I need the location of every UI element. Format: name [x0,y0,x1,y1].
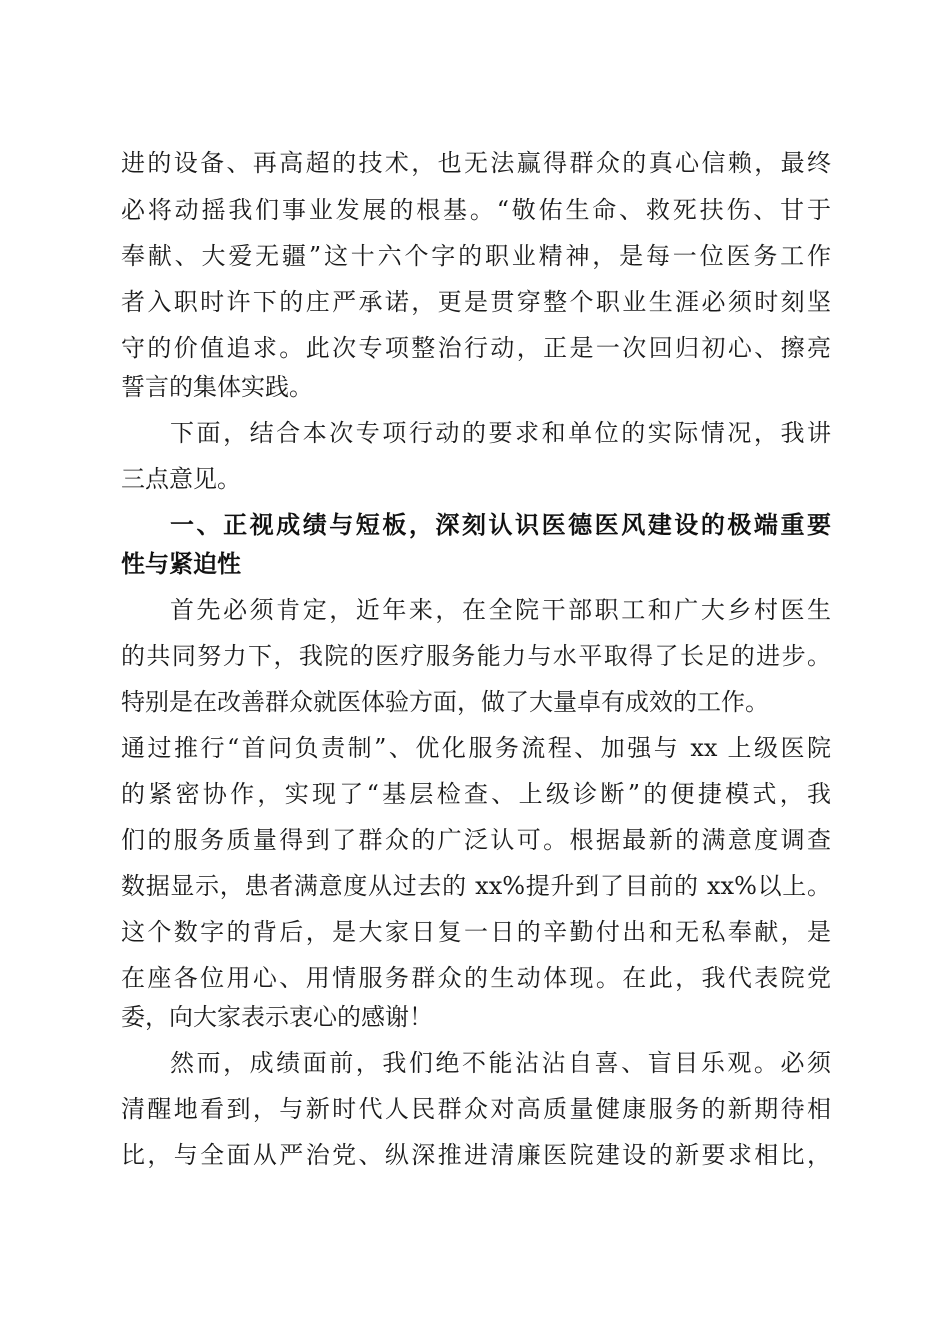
body-line: 特别是在改善群众就医体验方面，做了大量卓有成效的工作。 [121,688,769,716]
paragraph-first-line: 下面，结合本次专项行动的要求和单位的实际情况，我讲 [170,419,831,447]
body-line: 这个数字的背后，是大家日复一日的辛勤付出和无私奉献，是 [121,918,831,946]
body-line: 的共同努力下，我院的医疗服务能力与水平取得了长足的进步。 [121,642,831,670]
body-line: 委，向大家表示衷心的感谢！ [121,1003,433,1031]
body-line: 进的设备、再高超的技术，也无法赢得群众的真心信赖，最终 [121,149,831,177]
body-line: 誓言的集体实践。 [121,373,313,401]
body-line: 们的服务质量得到了群众的广泛认可。根据最新的满意度调查 [121,826,831,854]
body-line: 通过推行“首问负责制”、优化服务流程、加强与 xx 上级医院 [121,734,831,762]
body-line: 数据显示，患者满意度从过去的 xx%提升到了目前的 xx%以上。 [121,872,831,900]
body-line: 奉献、大爱无疆”这十六个字的职业精神，是每一位医务工作 [121,242,831,270]
section-heading: 一、正视成绩与短板，深刻认识医德医风建设的极端重要 [170,511,831,539]
body-line: 者入职时许下的庄严承诺，更是贯穿整个职业生涯必须时刻坚 [121,288,831,316]
paragraph-first-line: 首先必须肯定，近年来，在全院干部职工和广大乡村医生 [170,596,831,624]
body-line: 在座各位用心、用情服务群众的生动体现。在此，我代表院党 [121,964,831,992]
body-line: 三点意见。 [121,465,241,493]
paragraph-first-line: 然而，成绩面前，我们绝不能沾沾自喜、盲目乐观。必须 [170,1049,831,1077]
body-line: 必将动摇我们事业发展的根基。“敬佑生命、救死扶伤、甘于 [121,196,831,224]
body-line: 守的价值追求。此次专项整治行动，正是一次回归初心、擦亮 [121,334,831,362]
body-line: 比，与全面从严治党、纵深推进清廉医院建设的新要求相比， [121,1141,831,1169]
body-line: 的紧密协作，实现了“基层检查、上级诊断”的便捷模式，我 [121,780,831,808]
body-line: 清醒地看到，与新时代人民群众对高质量健康服务的新期待相 [121,1095,831,1123]
section-heading-continued: 性与紧迫性 [121,550,241,578]
